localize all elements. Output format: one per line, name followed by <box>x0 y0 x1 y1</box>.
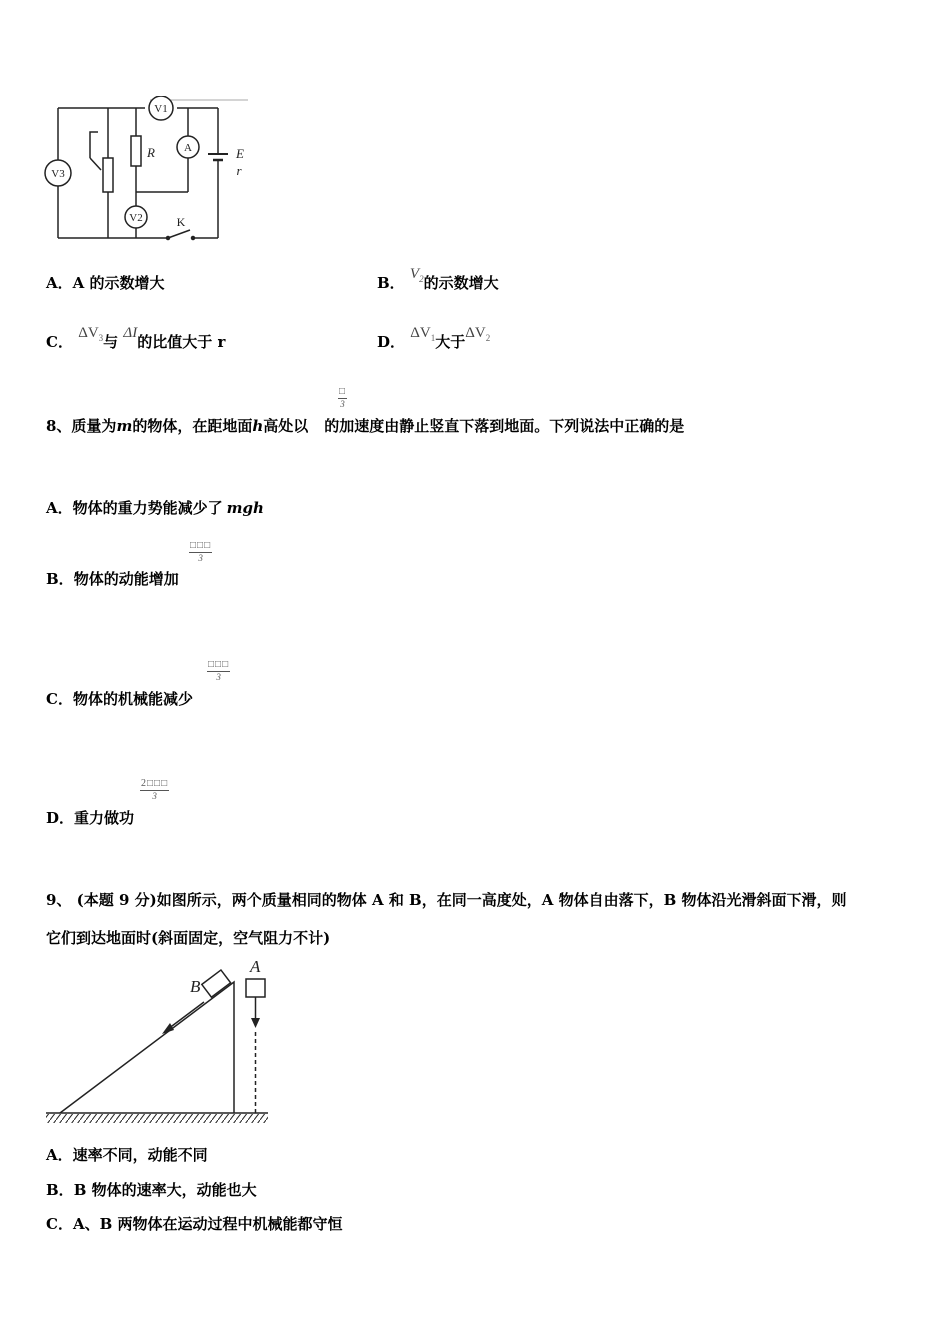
option-text: A 的示数增大 <box>72 274 165 292</box>
q9-stem-line2: 它们到达地面时(斜面固定，空气阻力不计) <box>46 929 331 947</box>
circuit-diagram <box>40 96 255 248</box>
variable-m: m <box>116 417 133 435</box>
q7-option-c <box>46 325 226 358</box>
symbol-sub: 1 <box>430 333 436 343</box>
circuit-r-label: R <box>147 145 155 160</box>
q9-option-b <box>46 1180 257 1200</box>
circuit-ammeter-label: A <box>184 142 192 154</box>
fraction-numerator: □□□ <box>190 540 212 551</box>
symbol-sub: 2 <box>419 274 424 284</box>
circuit-switch-label: K <box>176 215 186 229</box>
q7-option-b <box>377 266 499 299</box>
option-prefix: B． <box>46 1181 74 1199</box>
q8-option-b <box>46 569 179 589</box>
option-prefix: A． <box>46 274 73 292</box>
option-prefix: C． <box>46 333 73 351</box>
q8-option-a <box>46 498 264 518</box>
q7-option-d <box>377 325 491 358</box>
option-text: 重力做功 <box>74 809 135 827</box>
circuit-e-label: E <box>236 146 244 161</box>
q7-option-a <box>46 273 165 293</box>
fraction-denominator: 3 <box>198 553 203 563</box>
option-text: 的示数增大 <box>423 274 499 292</box>
incline-diagram <box>44 952 274 1130</box>
q9-option-a <box>46 1145 208 1165</box>
option-prefix: A． <box>46 1146 73 1164</box>
symbol-sub: 3 <box>98 333 104 343</box>
option-prefix: B． <box>377 274 405 292</box>
option-text: 物体的重力势能减少了 <box>72 499 223 517</box>
option-text: B 物体的速率大，动能也大 <box>73 1181 257 1199</box>
option-prefix: D． <box>377 333 406 351</box>
stem-text: 的加速度由静止竖直下落到地面。下列说法中正确的是 <box>324 417 685 435</box>
fraction-denominator: 3 <box>340 399 345 409</box>
figure-label-a: A <box>250 957 261 976</box>
connector-text: 与 <box>103 333 119 351</box>
symbol-delta-v: ΔV <box>465 325 486 341</box>
option-text: A、B 两物体在运动过程中机械能都守恒 <box>72 1215 343 1233</box>
option-prefix: C． <box>46 1215 73 1233</box>
q9-stem-line1: 9、 (本题 9 分)如图所示，两个质量相同的物体 A 和 B，在同一高度处，A 物体自由落下，B 物体沿光滑斜面下滑，则 <box>46 891 847 909</box>
expression-mgh: mgh <box>226 499 264 517</box>
circuit-r-small-label: r <box>236 163 242 178</box>
stem-text: 8、质量为 <box>46 417 117 435</box>
circuit-v2-label: V2 <box>129 212 143 224</box>
fraction-numerator: □□□ <box>208 659 230 670</box>
q9-option-c <box>46 1214 343 1234</box>
symbol-delta-v: ΔV <box>78 325 99 341</box>
option-text: 的比值大于 r <box>137 333 226 351</box>
stem-text: 的物体，在距地面 <box>132 417 253 435</box>
circuit-v3-label: V3 <box>51 168 65 180</box>
option-prefix: B． <box>46 570 74 588</box>
symbol-delta-i: ΔI <box>123 325 138 341</box>
variable-h: h <box>252 417 264 435</box>
option-text: 速率不同，动能不同 <box>72 1146 208 1164</box>
figure-label-b: B <box>190 977 201 996</box>
option-prefix: A． <box>46 499 73 517</box>
q8-stem-fraction <box>338 386 347 410</box>
symbol-sub: 2 <box>485 333 491 343</box>
fraction-denominator: 3 <box>152 791 157 801</box>
option-prefix: C． <box>46 690 73 708</box>
symbol-v: V <box>409 266 420 282</box>
option-prefix: D． <box>46 809 75 827</box>
circuit-v1-label: V1 <box>154 103 168 115</box>
q8-stem <box>46 416 684 436</box>
connector-text: 大于 <box>435 333 466 351</box>
q8-option-d-fraction <box>140 778 169 802</box>
stem-text: 高处以 <box>263 417 309 435</box>
q8-option-d <box>46 808 134 828</box>
fraction-numerator: □ <box>339 386 347 397</box>
option-text: 物体的机械能减少 <box>72 690 193 708</box>
fraction-numerator: 2□□□ <box>141 778 169 789</box>
symbol-delta-v: ΔV <box>410 325 431 341</box>
q8-option-c-fraction <box>207 659 230 683</box>
fraction-denominator: 3 <box>216 672 221 682</box>
q8-option-c <box>46 689 193 709</box>
q8-option-b-fraction <box>189 540 212 564</box>
option-text: 物体的动能增加 <box>73 570 179 588</box>
